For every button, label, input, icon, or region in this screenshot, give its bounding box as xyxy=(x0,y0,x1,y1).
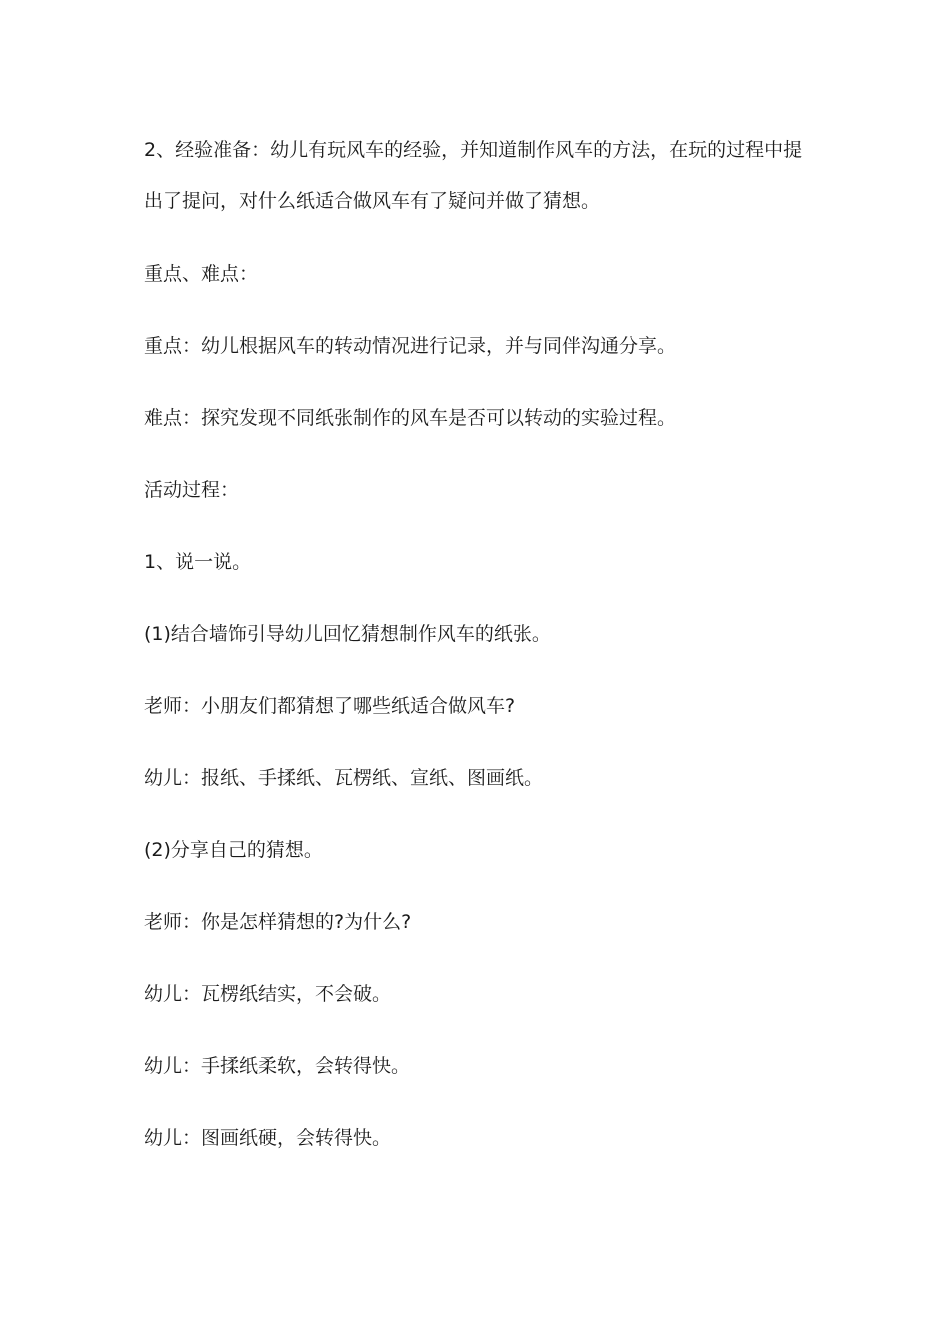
paragraph-experience-prep: 2、经验准备：幼儿有玩风车的经验，并知道制作风车的方法，在玩的过程中提出了提问，对什么纸适合做风车有了疑问并做了猜想。 xyxy=(144,139,803,212)
paragraph-child-answer-4: 幼儿：图画纸硬，会转得快。 xyxy=(144,1127,392,1149)
paragraph-difficult-point: 难点：探究发现不同纸张制作的风车是否可以转动的实验过程。 xyxy=(144,407,677,429)
paragraph-teacher-question-1: 老师：小朋友们都猜想了哪些纸适合做风车? xyxy=(144,695,516,717)
paragraph-teacher-question-2: 老师：你是怎样猜想的?为什么? xyxy=(144,911,412,933)
paragraph-key-difficult-heading: 重点、难点： xyxy=(144,263,259,285)
paragraph-child-answer-3: 幼儿：手揉纸柔软，会转得快。 xyxy=(144,1055,411,1077)
paragraph-child-answer-1: 幼儿：报纸、手揉纸、瓦楞纸、宣纸、图画纸。 xyxy=(144,767,544,789)
document-body xyxy=(144,132,814,1156)
paragraph-step-1: 1、说一说。 xyxy=(144,551,252,573)
paragraph-substep-1: (1)结合墙饰引导幼儿回忆猜想制作风车的纸张。 xyxy=(144,623,551,645)
paragraph-activity-process-heading: 活动过程： xyxy=(144,479,240,501)
paragraph-key-point: 重点：幼儿根据风车的转动情况进行记录，并与同伴沟通分享。 xyxy=(144,335,677,357)
paragraph-substep-2: (2)分享自己的猜想。 xyxy=(144,839,323,861)
paragraph-child-answer-2: 幼儿：瓦楞纸结实，不会破。 xyxy=(144,983,392,1005)
